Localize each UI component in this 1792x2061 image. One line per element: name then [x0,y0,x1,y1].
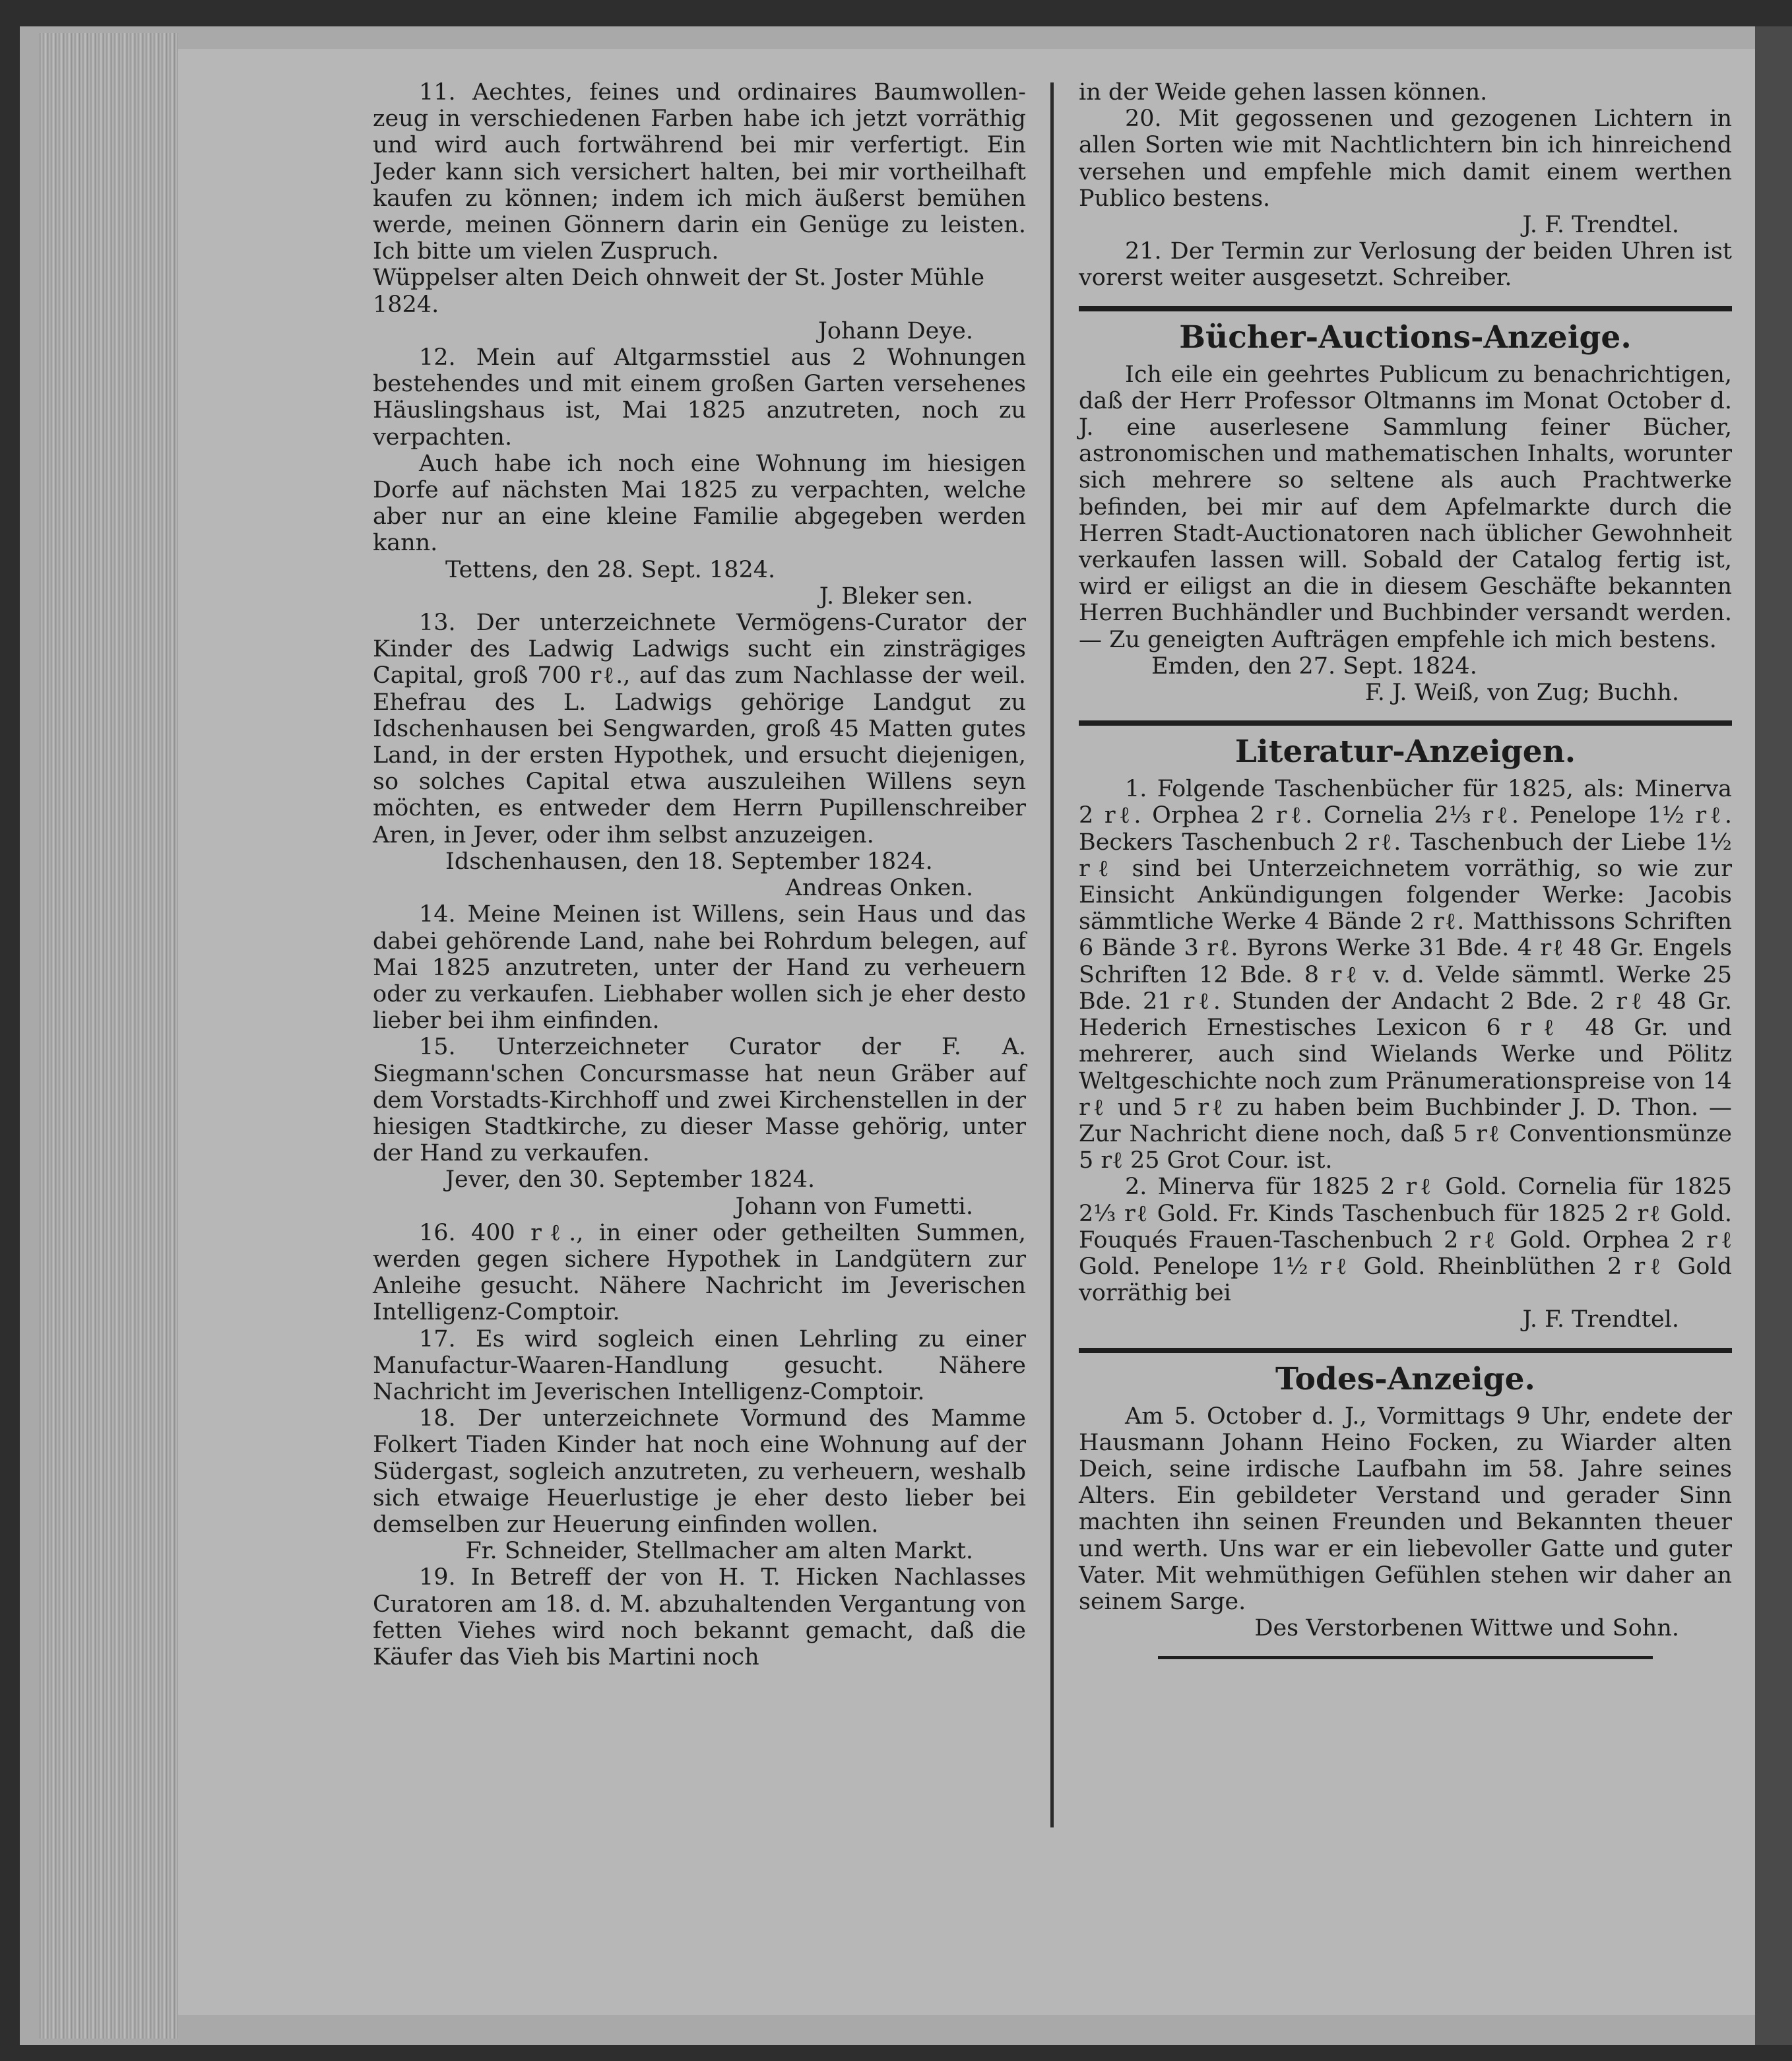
signature: J. F. Trendtel. [1522,212,1679,239]
text-line: Wüppelser alten Deich ohnweit der St. Joster Mühle 1824. [373,265,985,318]
notice-paragraph: Ich eile ein geehrtes Publicum zu benachrichtigen, daß der Herr Professor Oltmanns im Monat October d. J. eine auserlesene Sammlung feiner Bücher, astronomischen und mathematischen Inhalts, worunter sich mehrere so seltene als auch Prachtwerke befinden, bei mir auf dem Apfelmarkte durch die Herren Stadt-Auctionatoren nach üblicher Gewohnheit verkaufen lassen will. Sobald der Catalog fertig ist, wird er eiligst an die in diesem Geschäfte bekannten Herren Buchhändler und Buchbinder versandt werden. — Zu geneigten Aufträgen empfehle ich mich bestens. [1079,361,1732,653]
notice-paragraph: 17. Es wird sogleich einen Lehrling zu einer Manufactur-Waaren-Handlung gesucht. Nähere Nachricht im Jeverischen Intelligenz-Comptoir. [373,1325,1026,1405]
section-heading: Bücher-Auctions-Anzeige. [1179,319,1632,356]
notice-paragraph: 18. Der unterzeichnete Vormund des Mamme Folkert Tiaden Kinder hat noch eine Wohnung auf der Südergast, sogleich anzutreten, zu verheuern, weshalb sich etwaige Heuerlustige je eher desto lieber bei demselben zur Heuerung einfinden wollen. [373,1405,1026,1538]
signature: J. Bleker sen. [819,583,973,610]
signature: Johann von Fumetti. [735,1193,973,1220]
notice-paragraph: 19. In Betreff der von H. T. Hicken Nachlasses Curatoren am 18. d. M. abzuhaltenden Vergantung von fetten Viehes wird noch bekannt gemacht, daß die Käufer das Vieh bis Martini noch [373,1564,1026,1670]
left-column [373,79,1026,1670]
section-heading: Todes-Anzeige. [1275,1360,1535,1397]
section-rule [1079,1348,1732,1353]
page-edges [40,33,178,2039]
notice-paragraph: 20. Mit gegossenen und gezogenen Lichtern in allen Sorten wie mit Nachtlichtern bin ich hinreichend versehen und empfehle mich damit einem werthen Publico bestens. [1079,106,1732,212]
section-heading: Literatur-Anzeigen. [1234,734,1576,771]
notice-paragraph: 13. Der unterzeichnete Vermögens-Curator der Kinder des Ladwig Ladwigs sucht ein zinsträgiges Capital, groß 700 rℓ., auf das zum Nachlasse der weil. Ehefrau des L. Ladwigs gehörige Landgut zu Idschenhausen bei Sengwarden, groß 45 Matten gutes Land, in der ersten Hypothek, und ersucht diejenigen, so solches Capital etwa auszuleihen Willens seyn möchten, es entweder dem Herrn Pupillenschreiber Aren, in Jever, oder ihm selbst anzuzeigen. [373,610,1026,848]
right-column [1079,79,1732,1659]
signature: Andreas Onken. [785,875,973,902]
end-rule [1158,1656,1653,1659]
signature: Johann Deye. [817,317,973,344]
signature: Des Verstorbenen Wittwe und Sohn. [1254,1615,1679,1642]
section-rule [1079,306,1732,311]
place-date: Tettens, den 28. Sept. 1824. [445,556,776,583]
notice-paragraph: 1. Folgende Taschenbücher für 1825, als: Minerva 2 rℓ. Orphea 2 rℓ. Cornelia 2⅓ rℓ. Penelope 1½ rℓ. Beckers Taschenbuch 2 rℓ. Taschenbuch der Liebe 1½ rℓ sind bei Unterzeichnetem vorräthig, so wie zur Einsicht Ankündigungen folgender Werke: Jacobis sämmtliche Werke 4 Bände 2 rℓ. Matthissons Schriften 6 Bände 3 rℓ. Byrons Werke 31 Bde. 4 rℓ 48 Gr. Engels Schriften 12 Bde. 8 rℓ v. d. Velde sämmtl. Werke 25 Bde. 21 rℓ. Stunden der Andacht 2 Bde. 2 rℓ 48 Gr. Hederich Ernestisches Lexicon 6 rℓ 48 Gr. und mehrerer, auch sind Wielands Werke und Pölitz Weltgeschichte noch zum Pränumerationspreise von 14 rℓ und 5 rℓ zu haben beim Buchbinder J. D. Thon. — Zur Nachricht diene noch, daß 5 rℓ Conventionsmünze 5 rℓ 25 Grot Cour. ist. [1079,776,1732,1174]
place-date: Jever, den 30. September 1824. [445,1166,816,1193]
notice-paragraph: 14. Meine Meinen ist Willens, sein Haus und das dabei gehörende Land, nahe bei Rohrdum belegen, auf Mai 1825 anzutreten, unter der Hand zu verheuern oder zu verkaufen. Liebhaber wollen sich je eher desto lieber bei ihm einfinden. [373,901,1026,1034]
signature: J. F. Trendtel. [1522,1306,1679,1333]
signature: F. J. Weiß, von Zug; Buchh. [1364,680,1679,707]
notice-paragraph: Am 5. October d. J., Vormittags 9 Uhr, endete der Hausmann Johann Heino Focken, zu Wiarder alten Deich, seine irdische Laufbahn im 58. Jahre seines Alters. Ein gebildeter Verstand und gerader Sinn machten ihn seinen Freunden und Bekannten theuer und werth. Uns war er ein liebevoller Gatte und guter Vater. Mit wehmüthigen Gefühlen stehen wir daher an seinem Sarge. [1079,1403,1732,1615]
text-line: in der Weide gehen lassen können. [1079,79,1488,106]
notice-paragraph: 16. 400 rℓ., in einer oder getheilten Summen, werden gegen sichere Hypothek in Landgütern zur Anleihe gesucht. Nähere Nachricht im Jeverischen Intelligenz-Comptoir. [373,1219,1026,1326]
right-shadow [1755,26,1792,2045]
section-rule [1079,720,1732,726]
column-divider [1050,82,1054,1827]
notice-paragraph: 21. Der Termin zur Verlosung der beiden Uhren ist vorerst weiter ausgesetzt. Schreiber. [1079,238,1732,292]
notice-paragraph: 2. Minerva für 1825 2 rℓ Gold. Cornelia für 1825 2⅓ rℓ Gold. Fr. Kinds Taschenbuch für 1825 2 rℓ Gold. Fouqués Frauen-Taschenbuch 2 rℓ Gold. Orphea 2 rℓ Gold. Penelope 1½ rℓ Gold. Rheinblüthen 2 rℓ Gold vorräthig bei [1079,1174,1732,1307]
notice-paragraph: 15. Unterzeichneter Curator der F. A. Siegmann'schen Concursmasse hat neun Gräber auf dem Vorstadts-Kirchhoff und zwei Kirchenstellen in der hiesigen Stadtkirche, zu dieser Masse gehörig, unter der Hand zu verkaufen. [373,1034,1026,1167]
notice-paragraph: 12. Mein auf Altgarmsstiel aus 2 Wohnungen bestehendes und mit einem großen Garten versehenes Häuslingshaus ist, Mai 1825 anzutreten, noch zu verpachten. [373,344,1026,451]
notice-paragraph: Auch habe ich noch eine Wohnung im hiesigen Dorfe auf nächsten Mai 1825 zu verpachten, welche aber nur an eine kleine Familie abgegeben werden kann. [373,450,1026,557]
notice-paragraph: 11. Aechtes, feines und ordinaires Baumwollen-zeug in verschiedenen Farben habe ich jetzt vorräthig und wird auch fortwährend bei mir verfertigt. Ein Jeder kann sich versichert halten, bei mir vortheilhaft kaufen zu können; indem ich mich äußerst bemühen werde, meinen Gönnern darin ein Genüge zu leisten. Ich bitte um vielen Zuspruch. [373,79,1026,265]
place-date: Idschenhausen, den 18. September 1824. [445,848,933,875]
signature: Fr. Schneider, Stellmacher am alten Markt. [465,1538,973,1565]
place-date: Emden, den 27. Sept. 1824. [1151,652,1477,680]
